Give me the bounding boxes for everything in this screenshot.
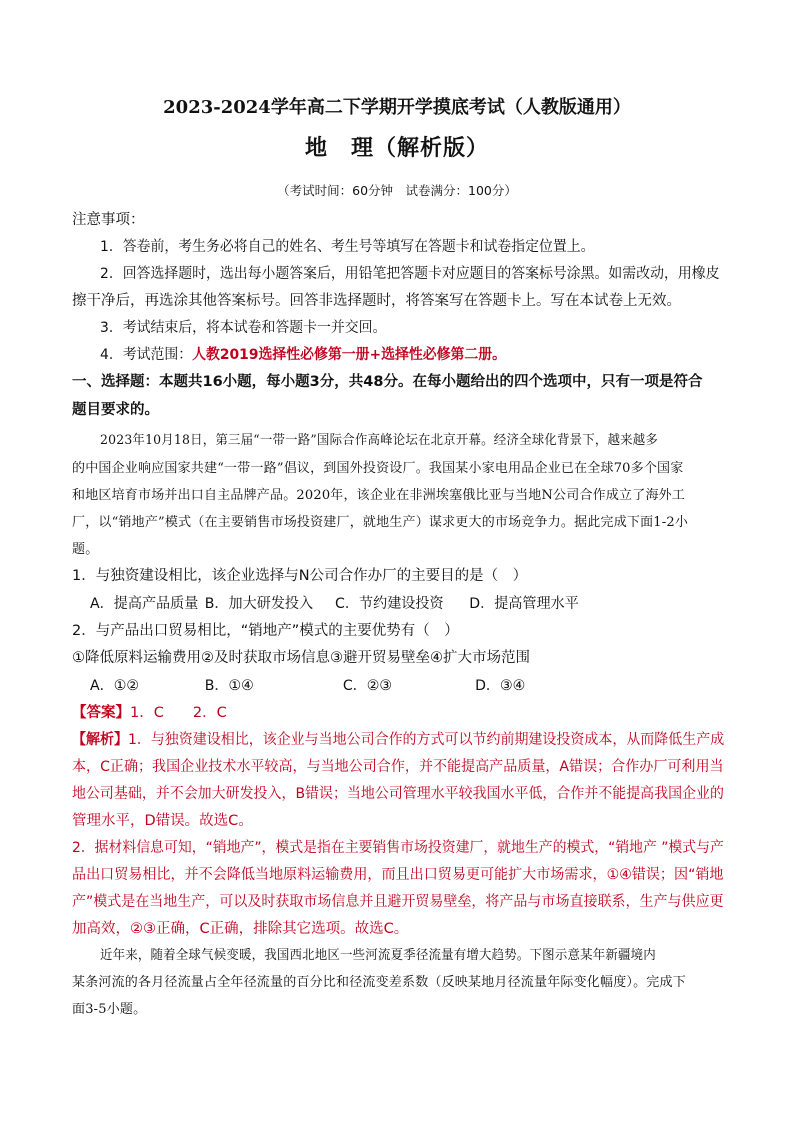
analysis-line-4: 管理水平，D错误。故选C。 [72,813,253,829]
note-3: 3．考试结束后，将本试卷和答题卡一并交回。 [100,320,387,336]
answer-label: 【答案】 [72,705,130,721]
passage-2-line-3: 面3-5小题。 [72,1002,147,1017]
note-4 [100,345,724,365]
question-2-options [90,676,724,696]
q1-option-b: B．加大研发投入 [204,596,314,612]
q2-option-a: A．①② [90,678,140,694]
question-2-items: ①降低原料运输费用②及时获取市场信息③避开贸易壁垒④扩大市场范围 [72,650,530,666]
q2-option-b: B．①④ [204,678,254,694]
analysis-text-1: 1．与独资建设相比，该企业与当地公司合作的方式可以节约前期建设投资成本，从而降低生产成 [127,732,725,748]
exam-scope: 人教2019选择性必修第一册+选择性必修第二册。 [192,347,507,363]
analysis-line-2: 本，C正确；我国企业技术水平较高，与当地公司合作，并不能提高产品质量，A错误；合作办厂可利用当 [72,759,724,775]
question-1-options [90,594,724,614]
note-2-line-2: 擦干净后，再选涂其他答案标号。回答非选择题时，将答案写在答题卡上。写在本试卷上无效。 [72,293,681,309]
note-2-line-1: 2．回答选择题时，选出每小题答案后，用铅笔把答题卡对应题目的答案标号涂黑。如需改动，用橡皮 [100,266,720,282]
exam-title: 2023-2024学年高二下学期开学摸底考试（人教版通用） [163,97,631,118]
notes-heading: 注意事项： [72,212,145,228]
passage-1-line-4: 厂，以“销地产”模式（在主要销售市场投资建厂，就地生产）谋求更大的市场竞争力。据此完成下面1-2小 [72,515,689,530]
exam-subtitle: 地 理（解析版） [304,135,489,161]
q1-option-c: C．节约建设投资 [335,596,444,612]
passage-2-line-1: 近年来，随着全球气候变暖，我国西北地区一些河流夏季径流量有增大趋势。下图示意某年新疆境内 [100,948,656,963]
analysis-label: 【解析】 [72,732,128,748]
passage-1-line-3: 和地区培育市场并出口自主品牌产品。2020年，该企业在非洲埃塞俄比亚与当地N公司合作成立了海外工 [72,488,686,503]
analysis-line-3: 地公司基础，并不会加大研发投入，B错误；当地公司管理水平较我国水平低，合作并不能提高我国企业的 [72,786,724,802]
answer-text: 1．C 2．C [130,705,227,721]
question-2-stem: 2．与产品出口贸易相比，“销地产”模式的主要优势有（ ） [72,623,459,639]
analysis-line-8: 加高效，②③正确，C正确，排除其它选项。故选C。 [72,921,409,937]
q1-option-a: A．提高产品质量 [90,596,199,612]
answer-line [72,703,724,723]
analysis-line-1 [72,730,725,750]
section-1-heading-line-1: 一、选择题：本题共16小题，每小题3分，共48分。在每小题给出的四个选项中，只有一项是符合 [72,374,703,390]
note-4-prefix: 4．考试范围： [100,347,193,363]
q2-option-d: D．③④ [475,678,526,694]
question-1-stem: 1．与独资建设相比，该企业选择与N公司合作办厂的主要目的是（ ） [72,568,528,584]
exam-info: （考试时间：60分钟 试卷满分：100分） [277,183,517,198]
section-1-heading-line-2: 题目要求的。 [72,402,159,418]
analysis-line-6: 品出口贸易相比，并不会降低当地原料运输费用，而且出口贸易更可能扩大市场需求，①④错误；因“销地 [72,867,724,883]
note-1: 1．答卷前，考生务必将自己的姓名、考生号等填写在答题卡和试卷指定位置上。 [100,239,595,255]
analysis-line-5: 2．据材料信息可知，“销地产”，模式是指在主要销售市场投资建厂，就地生产的模式，“销地产 ”模式与产 [72,840,724,856]
analysis-line-7: 产”模式是在当地生产，可以及时获取市场信息并且避开贸易壁垒，将产品与市场直接联系，生产与供应更 [72,894,724,910]
passage-2-line-2: 某条河流的各月径流量占全年径流量的百分比和径流变差系数（反映某地月径流量年际变化幅度）。完成下 [72,975,686,990]
q1-option-d: D．提高管理水平 [469,596,579,612]
q2-option-c: C．②③ [342,678,393,694]
passage-1-line-1: 2023年10月18日，第三届“一带一路”国际合作高峰论坛在北京开幕。经济全球化背景下，越来越多 [100,433,659,448]
passage-1-line-2: 的中国企业响应国家共建“一带一路”倡议，到国外投资设厂。我国某小家电用品企业已在全球70多个国家 [72,461,684,476]
passage-1-line-5: 题。 [72,542,99,557]
